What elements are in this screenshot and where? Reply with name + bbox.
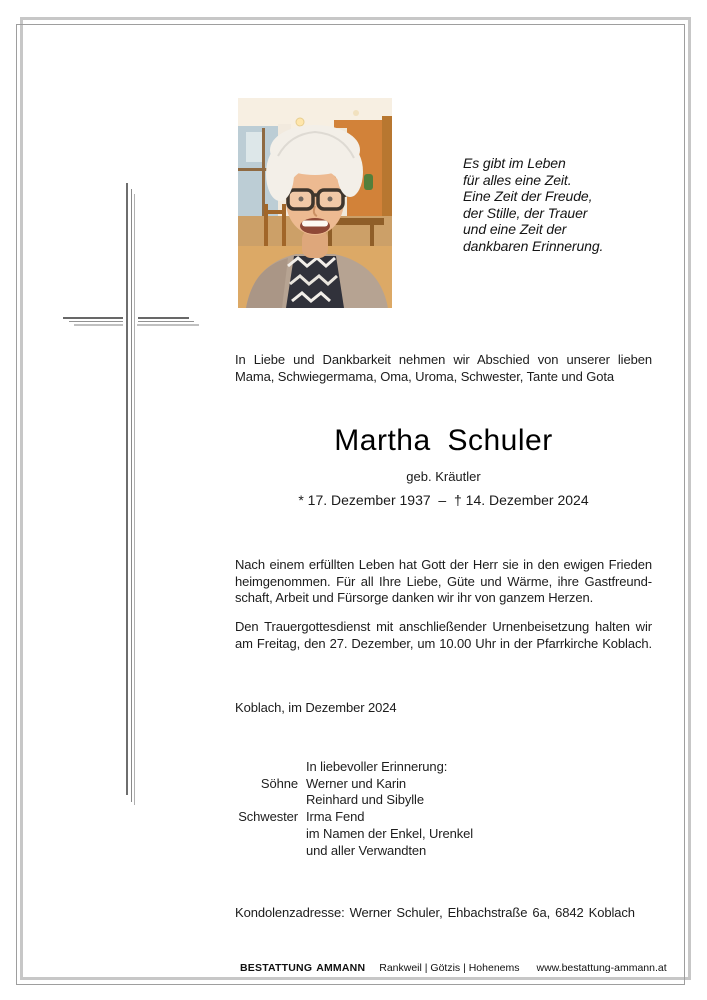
opening-paragraph xyxy=(235,352,652,385)
memorial-value: und aller Verwandten xyxy=(306,842,427,858)
poem-line: Eine Zeit der Freude, xyxy=(463,188,593,205)
cross-horizontal-line xyxy=(74,324,123,327)
cross-vertical-line xyxy=(126,183,128,795)
funeral-home-locations: Rankweil | Götzis | Hohenems xyxy=(379,962,520,974)
condolence-address: Kondolenzadresse: Werner Schuler, Ehbachstraße 6a, 6842 Koblach xyxy=(235,905,635,920)
poem-line: und eine Zeit der xyxy=(463,221,567,238)
funeral-home-name: BESTATTUNG xyxy=(240,962,313,974)
cross-vertical-line xyxy=(131,189,132,802)
poem-line: Es gibt im Leben xyxy=(463,155,566,171)
memorial-list xyxy=(235,759,473,859)
opening-line: In Liebe und Dankbarkeit nehmen wir Abschied von unserer lieben xyxy=(235,352,652,367)
service-line: Den Trauergottesdienst mit anschließender Urnenbeisetzung halten wir xyxy=(235,619,652,634)
poem-line: für alles eine Zeit. xyxy=(463,171,572,188)
memorial-title: In liebevoller Erinnerung: xyxy=(306,759,448,774)
deceased-name: Martha Schuler xyxy=(334,424,553,457)
opening-line: Mama, Schwiegermama, Oma, Uroma, Schwester, Tante und Gota xyxy=(235,368,615,384)
memorial-value: im Namen der Enkel, Urenkel xyxy=(306,825,474,841)
memorial-label xyxy=(235,826,298,843)
memorial-label xyxy=(235,792,298,809)
memorial-label: Schwester xyxy=(238,809,298,825)
farewell-line: Nach einem erfüllten Leben hat Gott der Herr sie in den ewigen Frieden xyxy=(235,557,652,572)
memorial-value: Irma Fend xyxy=(306,809,365,825)
life-dates: * 17. Dezember 1937 – † 14. Dezember 2024 xyxy=(298,492,589,508)
funeral-home-website: www.bestattung-ammann.at xyxy=(536,962,667,974)
memorial-label xyxy=(235,759,298,776)
farewell-line: schaft, Arbeit und Fürsorge danken wir ihr von ganzem Herzen. xyxy=(235,590,594,606)
birth-name: geb. Kräutler xyxy=(406,469,481,484)
poem xyxy=(463,155,603,255)
memorial-value: Werner und Karin xyxy=(306,775,407,791)
place-dateline: Koblach, im Dezember 2024 xyxy=(235,700,397,715)
poem-line: der Stille, der Trauer xyxy=(463,204,588,221)
cross-horizontal-line xyxy=(138,317,189,319)
service-line: am Freitag, den 27. Dezember, um 10.00 Uhr in der Pfarrkirche Koblach. xyxy=(235,635,652,651)
portrait-photo-illustration xyxy=(238,98,392,308)
service-paragraph xyxy=(235,619,652,652)
portrait-photo xyxy=(238,98,392,308)
funeral-home-footer xyxy=(240,962,667,975)
farewell-paragraph xyxy=(235,557,652,607)
memorial-label: Söhne xyxy=(260,775,298,791)
cross-horizontal-line xyxy=(69,321,123,322)
poem-line: dankbaren Erinnerung. xyxy=(463,237,604,254)
funeral-home-name-bold: AMMANN xyxy=(316,962,366,974)
cross-vertical-line xyxy=(134,194,135,805)
memorial-value: Reinhard und Sibylle xyxy=(306,792,424,808)
cross-horizontal-line xyxy=(137,324,199,327)
memorial-label xyxy=(235,843,298,860)
cross-horizontal-line xyxy=(138,321,194,322)
farewell-line: heimgenommen. Für all Ihre Liebe, Güte und Wärme, ihre Gastfreund- xyxy=(235,573,652,589)
cross-horizontal-line xyxy=(63,317,123,319)
